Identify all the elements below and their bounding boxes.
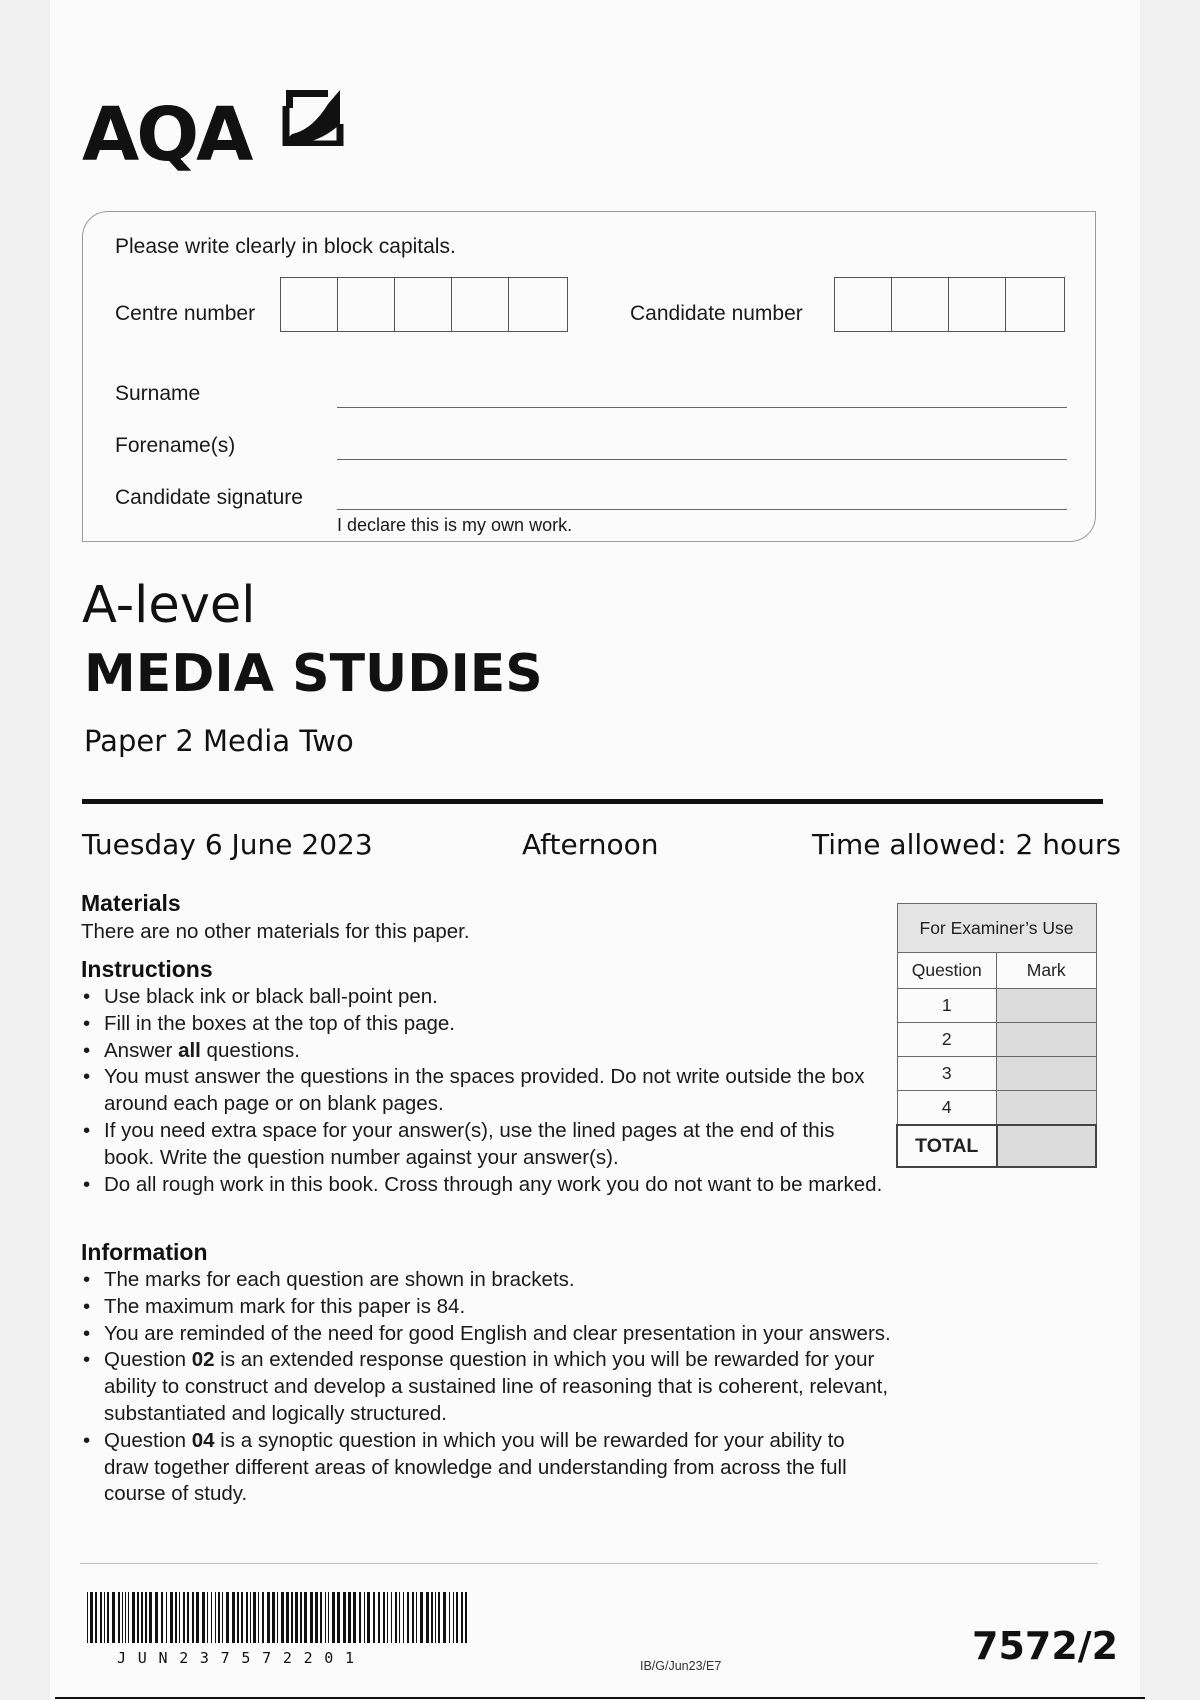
total-label: TOTAL xyxy=(897,1125,997,1167)
candidate-number-digit[interactable] xyxy=(1006,278,1063,331)
centre-number-digit[interactable] xyxy=(395,278,452,331)
total-mark-cell[interactable] xyxy=(997,1125,1097,1167)
materials-text: There are no other materials for this paper. xyxy=(81,920,470,943)
list-item: • Fill in the boxes at the top of this page. xyxy=(81,1011,886,1038)
centre-number-digit[interactable] xyxy=(509,278,566,331)
table-row xyxy=(897,1091,1096,1126)
question-number: 2 xyxy=(897,1023,997,1057)
list-item: • Answer all questions. xyxy=(81,1038,886,1065)
forenames-label: Forename(s) xyxy=(115,434,236,457)
exam-date: Tuesday 6 June 2023 xyxy=(82,828,373,861)
surname-field[interactable] xyxy=(337,407,1067,408)
logo-text: AQA xyxy=(82,92,251,178)
question-number: 1 xyxy=(897,989,997,1023)
mark-cell[interactable] xyxy=(997,989,1097,1023)
examiner-table-title: For Examiner’s Use xyxy=(897,904,1096,953)
materials-section xyxy=(81,890,881,945)
question-column-header: Question xyxy=(897,953,997,989)
information-section xyxy=(81,1239,891,1508)
paper-code: 7572/2 xyxy=(972,1624,1119,1668)
centre-number-digit[interactable] xyxy=(452,278,509,331)
time-allowed: Time allowed: 2 hours xyxy=(812,828,1121,861)
subject-title: MEDIA STUDIES xyxy=(84,644,543,704)
question-number: 3 xyxy=(897,1057,997,1091)
list-item: • Do all rough work in this book. Cross through any work you do not want to be marked. xyxy=(81,1172,886,1199)
candidate-number-label: Candidate number xyxy=(630,302,803,325)
list-item: • The maximum mark for this paper is 84. xyxy=(81,1294,891,1321)
instructions-section xyxy=(81,956,886,1198)
centre-number-digit[interactable] xyxy=(281,278,338,331)
footer-divider xyxy=(80,1563,1098,1564)
mark-cell[interactable] xyxy=(997,1057,1097,1091)
question-number: 4 xyxy=(897,1091,997,1126)
signature-field[interactable] xyxy=(337,509,1067,510)
mark-column-header: Mark xyxy=(997,953,1097,989)
block-capitals-instruction: Please write clearly in block capitals. xyxy=(115,235,456,258)
table-row xyxy=(897,1023,1096,1057)
surname-label: Surname xyxy=(115,382,201,405)
instructions-heading: Instructions xyxy=(81,956,213,982)
barcode-text: JUN237572201 xyxy=(117,1649,366,1667)
list-item: • Use black ink or black ball-point pen. xyxy=(81,984,886,1011)
total-row xyxy=(897,1125,1096,1167)
page-bottom-rule xyxy=(55,1697,1145,1699)
list-item: • You are reminded of the need for good English and clear presentation in your answers. xyxy=(81,1321,891,1348)
list-item: • Question 02 is an extended response question in which you will be rewarded for your ability to construct and develop a sustained line of reasoning that is coherent, relevant, substantiated and logically structured. xyxy=(81,1347,891,1427)
list-item: • If you need extra space for your answer(s), use the lined pages at the end of this book. Write the question number against your answer(s). xyxy=(81,1118,886,1172)
forenames-field[interactable] xyxy=(337,459,1067,460)
examiner-use-table xyxy=(896,903,1097,1168)
centre-number-label: Centre number xyxy=(115,302,256,325)
aqa-logo-mark-icon xyxy=(282,88,344,146)
materials-heading: Materials xyxy=(81,890,181,916)
list-item: • You must answer the questions in the spaces provided. Do not write outside the box around each page or on blank pages. xyxy=(81,1064,886,1118)
declaration-text: I declare this is my own work. xyxy=(337,515,573,535)
candidate-number-digit[interactable] xyxy=(835,278,892,331)
table-row xyxy=(897,989,1096,1023)
centre-number-boxes[interactable] xyxy=(280,277,568,332)
aqa-logo xyxy=(82,88,344,188)
barcode-icon xyxy=(87,1592,470,1643)
candidate-number-digit[interactable] xyxy=(892,278,949,331)
mark-cell[interactable] xyxy=(997,1091,1097,1126)
centre-number-digit[interactable] xyxy=(338,278,395,331)
candidate-number-boxes[interactable] xyxy=(834,277,1065,332)
title-divider xyxy=(82,799,1103,804)
qualification-title: A-level xyxy=(82,576,256,635)
table-row xyxy=(897,1057,1096,1091)
paper-title: Paper 2 Media Two xyxy=(84,724,354,758)
signature-label: Candidate signature xyxy=(115,486,303,509)
candidate-number-digit[interactable] xyxy=(949,278,1006,331)
list-item: • The marks for each question are shown in brackets. xyxy=(81,1267,891,1294)
list-item: • Question 04 is a synoptic question in which you will be rewarded for your ability to draw together different areas of knowledge and understanding from across the full course of study. xyxy=(81,1428,891,1508)
information-list xyxy=(81,1267,891,1508)
mark-cell[interactable] xyxy=(997,1023,1097,1057)
reference-code: IB/G/Jun23/E7 xyxy=(640,1659,722,1673)
exam-session: Afternoon xyxy=(522,828,659,861)
instructions-list xyxy=(81,984,886,1198)
information-heading: Information xyxy=(81,1239,208,1265)
